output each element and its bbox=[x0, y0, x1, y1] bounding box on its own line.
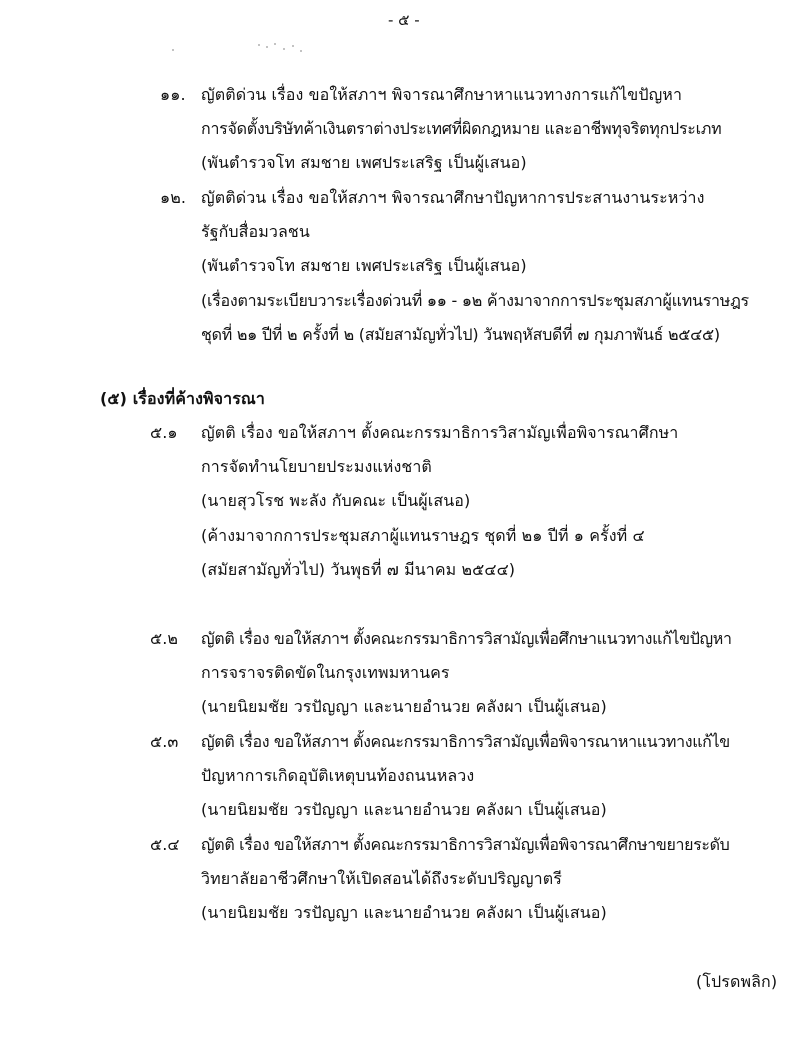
item-title-line: ญัตติ เรื่อง ขอให้สภาฯ ตั้งคณะกรรมาธิการวิสามัญเพื่อศึกษาแนวทางแก้ไขปัญหา bbox=[201, 629, 732, 648]
item-proposer: (นายสุวโรช พะลัง กับคณะ เป็นผู้เสนอ) bbox=[201, 491, 471, 510]
item-note-line: (ค้างมาจากการประชุมสภาผู้แทนราษฎร ชุดที่ ๒๑ ปีที่ ๑ ครั้งที่ ๔ bbox=[201, 526, 645, 545]
item-title-line: การจัดทำนโยบายประมงแห่งชาติ bbox=[201, 457, 432, 476]
item-number: ๕.๑ bbox=[150, 423, 178, 442]
item-number: ๕.๒ bbox=[150, 629, 179, 648]
item-title-line: ญัตติด่วน เรื่อง ขอให้สภาฯ พิจารณาศึกษาปัญหาการประสานงานระหว่าง bbox=[201, 188, 705, 207]
item-number: ๑๒. bbox=[160, 188, 187, 207]
item-proposer: (นายนิยมชัย วรปัญญา และนายอำนวย คลังผา เป็นผู้เสนอ) bbox=[201, 697, 607, 716]
item-title-line: ปัญหาการเกิดอุบัติเหตุบนท้องถนนหลวง bbox=[201, 766, 475, 785]
scan-speck bbox=[300, 50, 302, 52]
scan-speck bbox=[266, 46, 268, 48]
item-title-line: วิทยาลัยอาชีวศึกษาให้เปิดสอนได้ถึงระดับปริญญาตรี bbox=[201, 869, 562, 888]
item-title-line: การจราจรติดขัดในกรุงเทพมหานคร bbox=[201, 663, 450, 682]
scan-speck bbox=[172, 49, 174, 51]
item-number: ๑๑. bbox=[160, 85, 186, 104]
item-title-line: การจัดตั้งบริษัทค้าเงินตราต่างประเทศที่ผิดกฎหมาย และอาชีพทุจริตทุกประเภท bbox=[201, 119, 722, 138]
scan-speck bbox=[292, 45, 294, 47]
page-number: - ๕ - bbox=[388, 11, 420, 29]
item-title-line: ญัตติ เรื่อง ขอให้สภาฯ ตั้งคณะกรรมาธิการวิสามัญเพื่อพิจารณาหาแนวทางแก้ไข bbox=[201, 732, 730, 751]
item-proposer: (พันตำรวจโท สมชาย เพศประเสริฐ เป็นผู้เสนอ) bbox=[201, 153, 527, 172]
item-title-line: รัฐกับสื่อมวลชน bbox=[201, 222, 310, 241]
section-heading: (๕) เรื่องที่ค้างพิจารณา bbox=[100, 389, 265, 408]
item-proposer: (พันตำรวจโท สมชาย เพศประเสริฐ เป็นผู้เสนอ) bbox=[201, 256, 527, 275]
item-note-line: ชุดที่ ๒๑ ปีที่ ๒ ครั้งที่ ๒ (สมัยสามัญทั่วไป) วันพฤหัสบดีที่ ๗ กุมภาพันธ์ ๒๕๔๕) bbox=[201, 325, 720, 344]
scan-speck bbox=[258, 44, 260, 46]
scan-speck bbox=[283, 48, 285, 50]
scan-speck bbox=[274, 43, 276, 45]
item-note-line: (เรื่องตามระเบียบวาระเรื่องด่วนที่ ๑๑ - ๑๒ ค้างมาจากการประชุมสภาผู้แทนราษฎร bbox=[201, 291, 749, 310]
item-title-line: ญัตติ เรื่อง ขอให้สภาฯ ตั้งคณะกรรมาธิการวิสามัญเพื่อพิจารณาศึกษาขยายระดับ bbox=[201, 835, 730, 854]
turn-over-note: (โปรดพลิก) bbox=[696, 972, 778, 991]
item-number: ๕.๓ bbox=[150, 732, 179, 751]
item-title-line: ญัตติด่วน เรื่อง ขอให้สภาฯ พิจารณาศึกษาหาแนวทางการแก้ไขปัญหา bbox=[201, 85, 683, 104]
item-note-line: (สมัยสามัญทั่วไป) วันพุธที่ ๗ มีนาคม ๒๕๔๔) bbox=[201, 560, 516, 579]
item-proposer: (นายนิยมชัย วรปัญญา และนายอำนวย คลังผา เป็นผู้เสนอ) bbox=[201, 903, 607, 922]
item-proposer: (นายนิยมชัย วรปัญญา และนายอำนวย คลังผา เป็นผู้เสนอ) bbox=[201, 800, 607, 819]
item-number: ๕.๔ bbox=[150, 835, 180, 854]
item-title-line: ญัตติ เรื่อง ขอให้สภาฯ ตั้งคณะกรรมาธิการวิสามัญเพื่อพิจารณาศึกษา bbox=[201, 423, 679, 442]
